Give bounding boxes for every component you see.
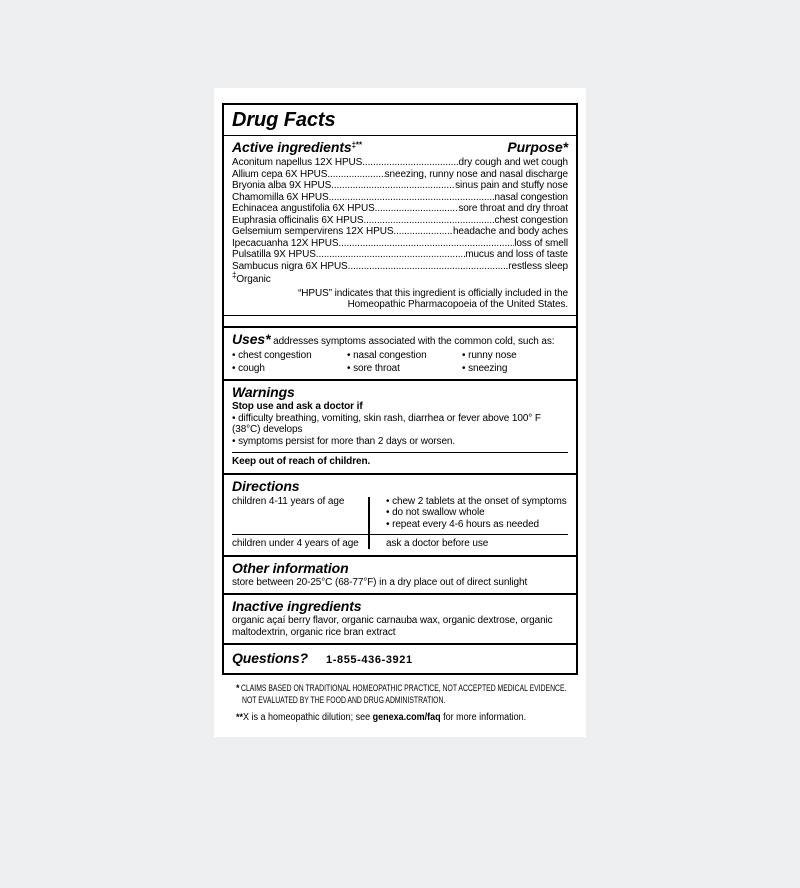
inactive-ingredients-text: organic açaí berry flavor, organic carnauba wax, organic dextrose, organic maltodextrin, organic rice bran extract — [232, 615, 553, 638]
purpose-heading: Purpose* — [507, 139, 568, 155]
drug-facts-box — [222, 103, 578, 675]
warnings-inner-rule — [232, 452, 568, 453]
ingredient-name: Echinacea angustifolia 6X HPUS — [232, 203, 375, 214]
ingredient-purpose: sinus pain and stuffy nose — [455, 180, 568, 191]
uses-heading-row — [232, 331, 568, 348]
inactive-ingredients-heading: Inactive ingredients — [232, 598, 362, 614]
active-ingredients-header-row — [232, 139, 568, 156]
uses-item: • chest congestion — [232, 350, 347, 362]
dilution-faq-url: genexa.com/faq — [372, 712, 441, 723]
directions-age-group: children under 4 years of age — [232, 538, 359, 549]
directions-row — [232, 496, 568, 531]
ingredient-row — [232, 238, 568, 250]
ingredient-name: Bryonia alba 9X HPUS — [232, 180, 332, 191]
active-heading-footnote-mark: ‡** — [351, 140, 362, 150]
drug-facts-label-card — [214, 88, 586, 737]
dilution-footnote-marker: ** — [236, 712, 244, 722]
questions-phone-number: 1-855-436-3921 — [326, 654, 413, 666]
ingredient-row — [232, 169, 568, 181]
ingredient-purpose: nasal congestion — [494, 191, 568, 203]
active-ingredients-heading: Active ingredients‡** — [232, 139, 362, 155]
questions-row — [232, 648, 568, 668]
ingredient-name: Chamomilla 6X HPUS — [232, 191, 329, 203]
label-footnotes — [222, 675, 578, 723]
ingredient-row — [232, 261, 568, 273]
claims-footnote-line-2 — [242, 695, 574, 707]
directions-age-group: children 4-11 years of age — [232, 495, 345, 507]
uses-item: • runny nose — [462, 350, 568, 362]
leader-dots — [363, 215, 494, 227]
directions-instructions: ask a doctor before use — [386, 538, 489, 549]
leader-dots — [338, 238, 514, 250]
uses-heading: Uses* — [232, 330, 271, 347]
uses-section — [224, 326, 576, 380]
ingredient-purpose: headache and body aches — [452, 226, 568, 237]
leader-dots — [393, 226, 453, 238]
warnings-heading: Warnings — [232, 384, 295, 400]
ingredient-purpose: sore throat and dry throat — [458, 203, 568, 214]
claims-footnote-line-1 — [236, 683, 574, 695]
directions-bullet: • repeat every 4-6 hours as needed — [386, 519, 568, 531]
ingredient-row — [232, 157, 568, 169]
other-information-section — [224, 555, 576, 594]
directions-instructions — [368, 496, 568, 531]
directions-row-divider — [232, 534, 568, 535]
organic-label: Organic — [236, 274, 271, 285]
drug-facts-title: Drug Facts — [224, 105, 576, 136]
other-information-text: store between 20-25°C (68-77°F) in a dry place out of direct sunlight — [232, 576, 528, 588]
uses-intro: addresses symptoms associated with the common cold, such as: — [273, 335, 555, 347]
warnings-stop-use: Stop use and ask a doctor if — [232, 401, 363, 412]
ingredient-purpose: sneezing, runny nose and nasal discharge — [384, 168, 568, 180]
keep-out-of-reach: Keep out of reach of children. — [232, 456, 371, 467]
directions-column-divider — [368, 497, 370, 549]
leader-dots — [331, 180, 455, 192]
leader-dots — [316, 249, 465, 261]
ingredient-row — [232, 180, 568, 192]
claims-footnote-text: CLAIMS BASED ON TRADITIONAL HOMEOPATHIC PRACTICE, NOT ACCEPTED MEDICAL EVIDENCE. — [241, 683, 567, 694]
organic-footnote — [232, 270, 568, 286]
questions-heading: Questions? — [232, 650, 309, 666]
ingredient-purpose: chest congestion — [494, 214, 568, 226]
uses-item: • cough — [232, 363, 347, 375]
ingredient-name: Euphrasia officinalis 6X HPUS — [232, 214, 364, 226]
uses-item: • nasal congestion — [347, 350, 462, 362]
ingredient-purpose: dry cough and wet cough — [458, 157, 568, 168]
dilution-footnote-text — [243, 712, 526, 723]
ingredient-purpose: restless sleep — [508, 260, 568, 272]
dilution-footnote — [236, 712, 574, 723]
leader-dots — [327, 169, 384, 181]
leader-dots — [375, 203, 459, 215]
other-information-heading: Other information — [232, 559, 349, 576]
ingredient-row — [232, 249, 568, 261]
directions-heading: Directions — [232, 477, 300, 494]
warnings-bullet: • difficulty breathing, vomiting, skin rash, diarrhea or fever above 100° F (38°C) develops — [232, 413, 568, 436]
questions-section — [224, 643, 576, 673]
ingredient-name: Aconitum napellus 12X HPUS — [232, 157, 363, 168]
ingredient-purpose: mucus and loss of taste — [465, 249, 568, 260]
ingredient-name: Ipecacuanha 12X HPUS — [232, 237, 339, 249]
directions-section — [224, 473, 576, 555]
warnings-bullet: • symptoms persist for more than 2 days or worsen. — [232, 436, 568, 448]
dilution-text-after: for more information. — [440, 712, 527, 723]
uses-item: • sore throat — [347, 363, 462, 375]
ingredient-row — [232, 192, 568, 204]
ingredient-name: Gelsemium sempervirens 12X HPUS — [232, 226, 394, 237]
uses-item: • sneezing — [462, 363, 568, 375]
active-ingredients-section — [224, 136, 576, 326]
dilution-text-before: X is a homeopathic dilution; see — [243, 712, 373, 723]
leader-dots — [348, 261, 509, 273]
hpus-note: “HPUS” indicates that this ingredient is officially included in the Homeopathic Pharmacopoeia of the United States. — [298, 287, 568, 310]
ingredient-purpose: loss of smell — [514, 237, 568, 249]
uses-symptom-list — [232, 350, 568, 375]
ingredient-name: Pulsatilla 9X HPUS — [232, 249, 316, 260]
ingredient-row — [232, 226, 568, 238]
directions-table — [232, 496, 568, 550]
directions-bullet: • do not swallow whole — [386, 507, 568, 519]
organic-mark: ‡ — [232, 270, 237, 280]
leader-dots — [362, 157, 458, 169]
ingredient-row — [232, 215, 568, 227]
ingredient-name: Sambucus nigra 6X HPUS — [232, 260, 348, 272]
ingredient-row — [232, 203, 568, 215]
ingredient-name: Allium cepa 6X HPUS — [232, 168, 328, 180]
inactive-ingredients-section — [224, 593, 576, 643]
warnings-section — [224, 379, 576, 473]
leader-dots — [329, 192, 495, 204]
active-section-bottom-rule — [224, 315, 576, 316]
directions-row — [232, 538, 568, 550]
directions-bullet: • chew 2 tablets at the onset of symptoms — [386, 496, 568, 508]
claims-footnote-text: NOT EVALUATED BY THE FOOD AND DRUG ADMINISTRATION. — [242, 694, 446, 706]
claims-footnote-marker: * — [236, 683, 240, 693]
